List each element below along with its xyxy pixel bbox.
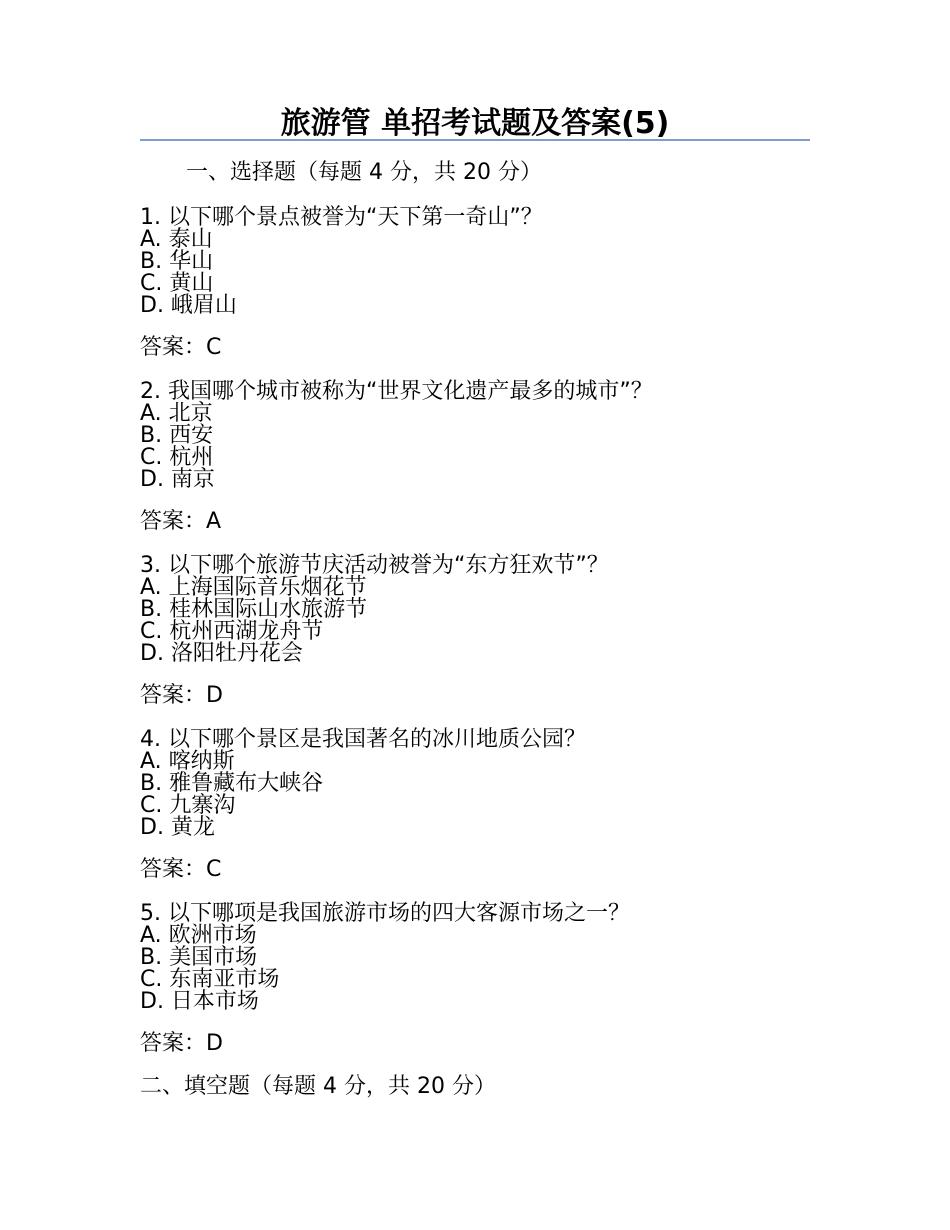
question-2-option-a: A. 北京 bbox=[140, 401, 213, 426]
question-4-stem: 4. 以下哪个景区是我国著名的冰川地质公园？ bbox=[140, 727, 586, 752]
question-3-option-c: C. 杭州西湖龙舟节 bbox=[140, 619, 324, 644]
question-5-option-a: A. 欧洲市场 bbox=[140, 923, 257, 948]
question-2-option-c: C. 杭州 bbox=[140, 445, 214, 470]
question-3-option-d: D. 洛阳牡丹花会 bbox=[140, 641, 303, 666]
document-title: 旅游管 单招考试题及答案(5) bbox=[280, 106, 670, 141]
question-3-option-a: A. 上海国际音乐烟花节 bbox=[140, 575, 367, 600]
question-4-option-d: D. 黄龙 bbox=[140, 815, 215, 840]
question-5-option-c: C. 东南亚市场 bbox=[140, 967, 280, 992]
question-3-stem: 3. 以下哪个旅游节庆活动被誉为“东方狂欢节”？ bbox=[140, 553, 609, 578]
question-4-option-a: A. 喀纳斯 bbox=[140, 749, 235, 774]
question-2-option-b: B. 西安 bbox=[140, 423, 214, 448]
question-5-option-b: B. 美国市场 bbox=[140, 945, 258, 970]
question-5-stem: 5. 以下哪项是我国旅游市场的四大客源市场之一？ bbox=[140, 901, 630, 926]
question-2-answer: 答案：A bbox=[140, 509, 222, 534]
question-1-option-a: A. 泰山 bbox=[140, 227, 213, 252]
question-4-option-b: B. 雅鲁藏布大峡谷 bbox=[140, 771, 324, 796]
question-4-option-c: C. 九寨沟 bbox=[140, 793, 236, 818]
question-4-answer: 答案：C bbox=[140, 857, 222, 882]
section-heading-fill-in-blank: 二、填空题（每题 4 分，共 20 分） bbox=[140, 1074, 496, 1099]
question-3-answer: 答案：D bbox=[140, 683, 223, 708]
question-5-answer: 答案：D bbox=[140, 1031, 223, 1056]
question-1-option-b: B. 华山 bbox=[140, 249, 214, 274]
question-2-stem: 2. 我国哪个城市被称为“世界文化遗产最多的城市”？ bbox=[140, 379, 653, 404]
question-3-option-b: B. 桂林国际山水旅游节 bbox=[140, 597, 368, 622]
question-1-answer: 答案：C bbox=[140, 335, 222, 360]
question-2-option-d: D. 南京 bbox=[140, 467, 215, 492]
question-1-option-c: C. 黄山 bbox=[140, 271, 214, 296]
question-1-stem: 1. 以下哪个景点被誉为“天下第一奇山”？ bbox=[140, 205, 543, 230]
title-underline bbox=[140, 139, 810, 141]
question-5-option-d: D. 日本市场 bbox=[140, 989, 259, 1014]
question-1-option-d: D. 峨眉山 bbox=[140, 293, 237, 318]
section-heading-multiple-choice: 一、选择题（每题 4 分，共 20 分） bbox=[186, 160, 542, 185]
